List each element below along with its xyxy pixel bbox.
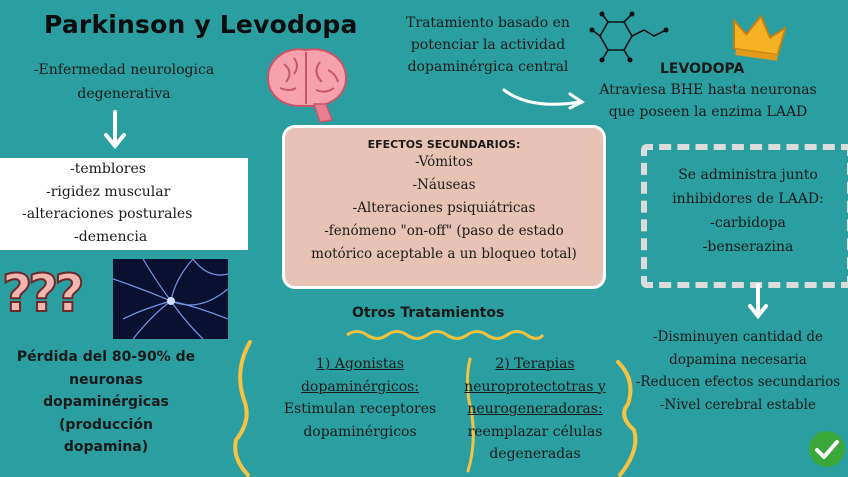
symptoms-box bbox=[0, 158, 248, 250]
administration-box bbox=[650, 163, 846, 259]
curved-arrow-icon bbox=[500, 82, 590, 112]
down-arrow-icon bbox=[100, 108, 130, 152]
treatment-intro: Tratamiento basado en potenciar la actividad dopaminérgica central bbox=[406, 15, 570, 75]
treatment-body: reemplazar células degeneradas bbox=[467, 423, 603, 462]
side-effects-box bbox=[285, 128, 603, 286]
inhibitor-effects bbox=[628, 326, 848, 416]
brain-icon bbox=[260, 44, 352, 126]
crown-icon bbox=[730, 12, 786, 62]
other-treatments-heading: Otros Tratamientos bbox=[352, 305, 505, 321]
wave-divider bbox=[345, 328, 545, 342]
disease-description: -Enfermedad neurologica degenerativa bbox=[33, 62, 215, 102]
side-effect-item: -Alteraciones psiquiátricas bbox=[352, 200, 536, 216]
treatment-title: 2) Terapias neuroprotectotras y neurogeneradoras: bbox=[464, 356, 606, 417]
administration-text: Se administra junto inhibidores de LAAD: bbox=[672, 167, 824, 207]
treatment-body: Estimulan receptores dopaminérgicos bbox=[283, 401, 437, 440]
inhibitor-item: -carbidopa bbox=[710, 215, 786, 231]
inhibitor-effect-item: -Reducen efectos secundarios bbox=[635, 374, 841, 390]
treatment-neuroprotective bbox=[450, 353, 620, 466]
side-effect-item: -fenómeno "on-off" (paso de estado motórico aceptable a un bloqueo total) bbox=[311, 223, 577, 262]
inhibitor-effect-item: -Disminuyen cantidad de dopamina necesaria bbox=[652, 329, 824, 368]
neuron-image bbox=[113, 259, 228, 339]
levodopa-label: LEVODOPA bbox=[660, 61, 745, 77]
inhibitor-item: -benserazina bbox=[702, 239, 794, 255]
treatment-agonists bbox=[270, 353, 450, 443]
page-title: Parkinson y Levodopa bbox=[44, 10, 358, 39]
inhibitor-effect-item: -Nivel cerebral estable bbox=[659, 396, 816, 413]
symptom-item: -temblores bbox=[70, 161, 146, 177]
down-arrow-icon bbox=[745, 282, 771, 322]
levodopa-description: Atraviesa BHE hasta neuronas que poseen la enzima LAAD bbox=[599, 82, 817, 120]
symptom-item: -alteraciones posturales bbox=[22, 206, 193, 222]
side-effect-item: -Vómitos bbox=[415, 154, 473, 170]
symptom-item: -rigidez muscular bbox=[46, 183, 171, 200]
treatment-title: 1) Agonistas dopaminérgicos: bbox=[300, 356, 420, 395]
side-effect-item: -Náuseas bbox=[412, 177, 476, 193]
brace-left-decoration bbox=[228, 340, 258, 477]
side-effects-heading: EFECTOS SECUNDARIOS: bbox=[367, 138, 521, 151]
question-marks-icon: ??? bbox=[2, 264, 81, 324]
neuron-loss-text: Pérdida del 80-90% de neuronas dopaminérgicas (producción dopamina) bbox=[16, 349, 196, 455]
check-icon bbox=[808, 430, 846, 468]
symptom-item: -demencia bbox=[74, 228, 148, 245]
